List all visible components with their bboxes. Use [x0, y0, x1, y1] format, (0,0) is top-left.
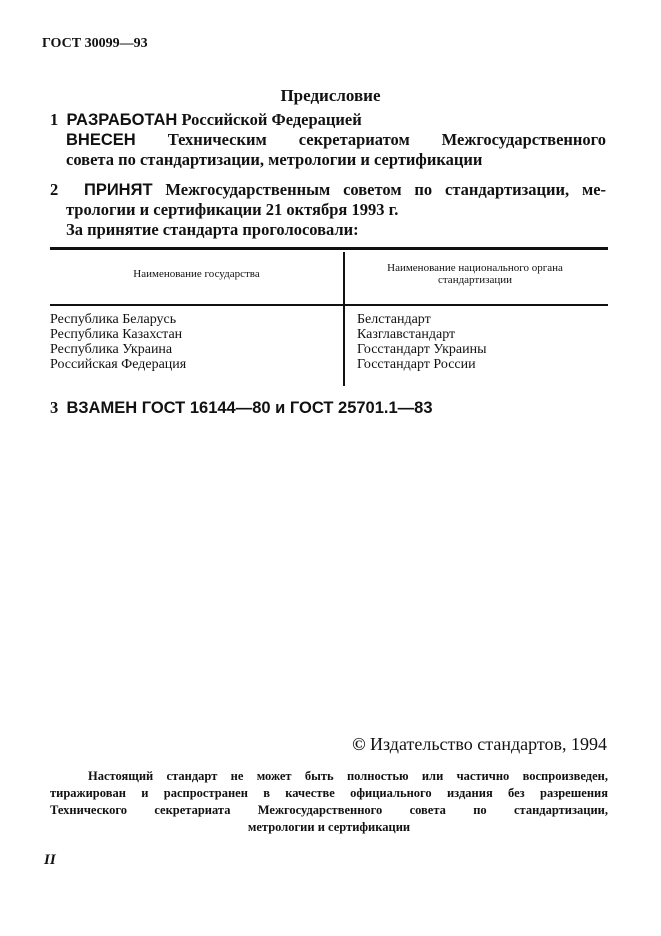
item-3 — [50, 398, 433, 418]
item-number: 1 — [50, 110, 59, 129]
notice-line: тиражирован и распространен в качестве официального издания без разрешения — [50, 786, 608, 800]
table-header-body: Наименование национального органа стандартизации — [387, 262, 563, 286]
page-title: Предисловие — [280, 86, 381, 105]
table-cell: Госстандарт России — [357, 357, 476, 372]
item-keyword: ПРИНЯТ — [83, 181, 153, 199]
copyright-notice — [50, 768, 608, 836]
item-subtext: Техническим секретариатом Межгосударственного — [167, 130, 607, 149]
table-column-bodies — [357, 312, 487, 372]
item-number: 2 — [50, 180, 59, 199]
table-cell: Республика Казахстан — [50, 327, 183, 342]
table-top-rule — [50, 247, 608, 250]
item-2 — [50, 180, 606, 240]
item-text: Российской Федерацией — [181, 110, 362, 129]
table-cell: Казглавстандарт — [357, 327, 456, 342]
item-keyword: РАЗРАБОТАН — [66, 111, 178, 129]
page-number: II — [44, 852, 56, 868]
item-text: трологии и сертификации 21 октября 1993 г. — [66, 200, 399, 219]
item-subkeyword: ВНЕСЕН — [66, 131, 136, 149]
table-cell: Республика Украина — [50, 342, 173, 357]
item-number: 3 — [50, 398, 59, 417]
document-code: ГОСТ 30099—93 — [42, 36, 148, 51]
table-column-divider — [343, 252, 345, 386]
table-cell: Белстандарт — [357, 312, 431, 327]
table-header-rule — [50, 304, 608, 306]
table-cell: Российская Федерация — [50, 357, 187, 372]
notice-line: Настоящий стандарт не может быть полностью или частично воспроизведен, — [88, 769, 608, 783]
table-header-state: Наименование государства — [133, 268, 260, 280]
copyright — [352, 734, 607, 755]
table-column-states — [50, 312, 186, 372]
copyright-icon: © — [352, 734, 366, 754]
notice-line: Технического секретариата Межгосударственного совета по стандартизации, — [50, 803, 608, 817]
notice-line: метрологии и сертификации — [247, 820, 411, 834]
voted-label: За принятие стандарта проголосовали: — [66, 220, 359, 239]
item-1 — [50, 110, 606, 170]
item-text: ВЗАМЕН ГОСТ 16144—80 и ГОСТ 25701.1—83 — [66, 399, 433, 417]
copyright-text: Издательство стандартов, 1994 — [370, 734, 607, 754]
item-subtext: совета по стандартизации, метрологии и сертификации — [66, 150, 483, 169]
table-cell: Республика Беларусь — [50, 312, 177, 327]
item-text: Межгосударственным советом по стандартизации, ме- — [165, 180, 607, 199]
table-cell: Госстандарт Украины — [357, 342, 487, 357]
